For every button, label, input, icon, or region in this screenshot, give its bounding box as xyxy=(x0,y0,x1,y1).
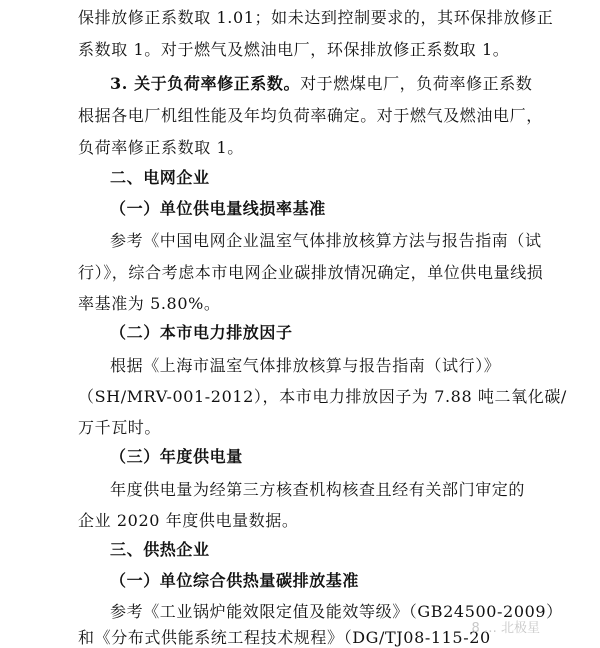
subsection-heading: （一）单位供电量线损率基准 xyxy=(110,199,326,218)
paragraph-line: 根据各电厂机组性能及年均负荷率确定。对于燃气及燃油电厂， xyxy=(78,106,543,125)
numbered-item xyxy=(110,74,600,94)
paragraph-line: 系数取 1。对于燃气及燃油电厂，环保排放修正系数取 1。 xyxy=(78,40,510,59)
paragraph-line: 保排放修正系数取 1.01；如未达到控制要求的，其环保排放修正 xyxy=(78,8,554,27)
item-label: 3. 关于负荷率修正系数。 xyxy=(110,74,301,93)
paragraph-line: 参考《中国电网企业温室气体排放核算方法与报告指南（试 xyxy=(110,231,542,250)
subsection-heading: （三）年度供电量 xyxy=(110,447,243,466)
subsection-heading: （一）单位综合供热量碳排放基准 xyxy=(110,571,360,590)
paragraph-line: 和《分布式供能系统工程技术规程》（DG/TJ08-115-20 xyxy=(78,628,491,647)
paragraph-line: 负荷率修正系数取 1。 xyxy=(78,138,244,157)
paragraph-line: 根据《上海市温室气体排放核算与报告指南（试行）》 xyxy=(110,356,501,375)
paragraph-line: 率基准为 5.80%。 xyxy=(78,294,221,313)
paragraph-line: 参考《工业锅炉能效限定值及能效等级》（GB24500-2009） xyxy=(110,602,563,621)
subsection-heading: （二）本市电力排放因子 xyxy=(110,323,293,342)
item-text: 对于燃煤电厂，负荷率修正系数 xyxy=(300,74,533,93)
section-heading: 二、电网企业 xyxy=(110,168,210,187)
paragraph-line: 万千瓦时。 xyxy=(78,418,162,437)
paragraph-line: 行）》，综合考虑本市电网企业碳排放情况确定，单位供电量线损 xyxy=(78,263,544,282)
paragraph-line: （SH/MRV-001-2012），本市电力排放因子为 7.88 吨二氧化碳/ xyxy=(78,387,567,406)
section-heading: 三、供热企业 xyxy=(110,540,210,559)
paragraph-line: 年度供电量为经第三方核查机构核查且经有关部门审定的 xyxy=(110,480,526,499)
paragraph-line: 企业 2020 年度供电量数据。 xyxy=(78,511,299,530)
watermark: 8 … 北极星 xyxy=(471,621,540,636)
